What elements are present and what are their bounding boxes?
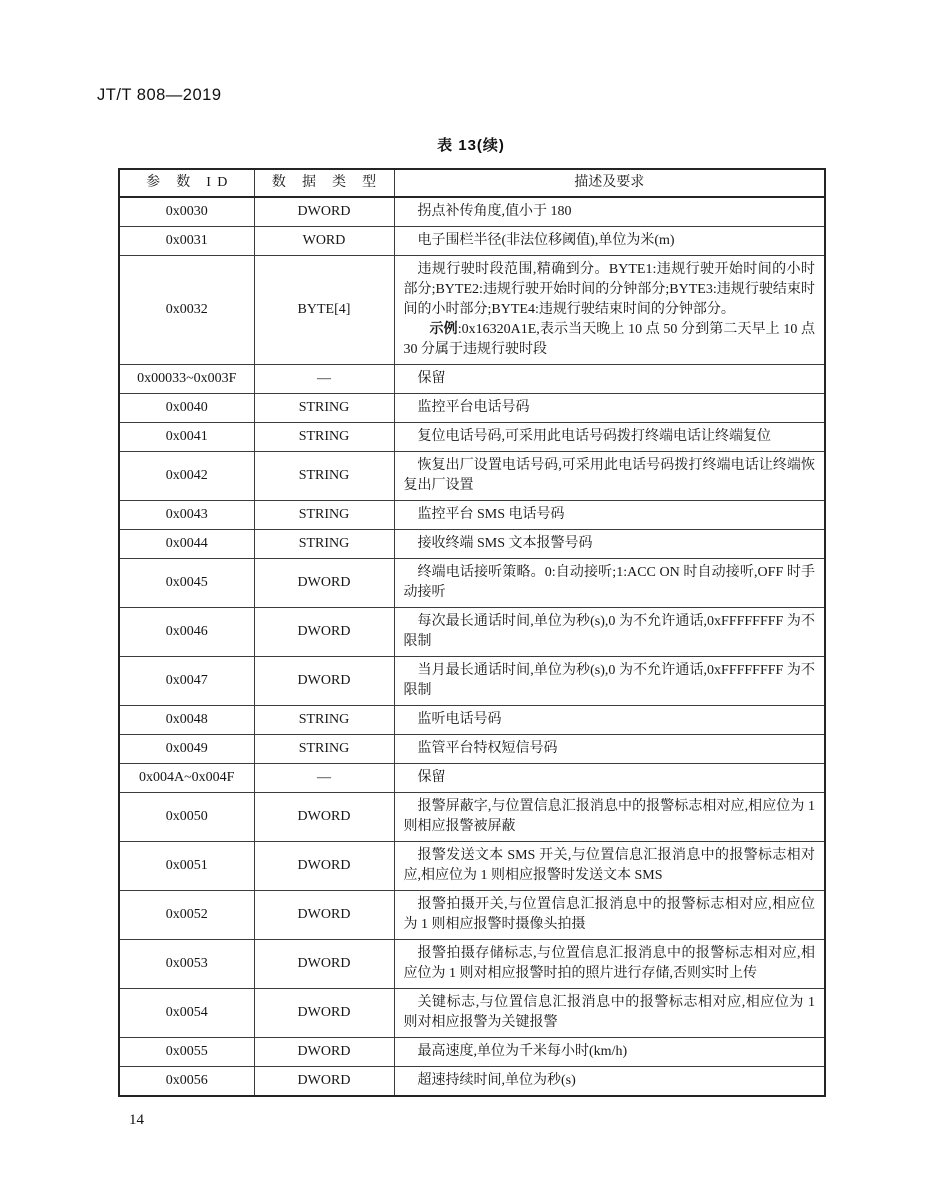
data-type-cell: — xyxy=(254,764,394,793)
param-id-cell: 0x0042 xyxy=(119,452,254,501)
description-example-paragraph xyxy=(404,320,816,360)
data-type-cell: DWORD xyxy=(254,197,394,227)
data-type-cell: DWORD xyxy=(254,989,394,1038)
param-id-cell: 0x0041 xyxy=(119,423,254,452)
description-cell xyxy=(394,706,825,735)
description-paragraph: 当月最长通话时间,单位为秒(s),0 为不允许通话,0xFFFFFFFF 为不限制 xyxy=(403,663,815,698)
param-id-cell: 0x00033~0x003F xyxy=(119,365,254,394)
table-row xyxy=(119,842,825,891)
param-id-cell: 0x0046 xyxy=(119,608,254,657)
table-row xyxy=(119,452,825,501)
description-paragraph: 报警拍摄开关,与位置信息汇报消息中的报警标志相对应,相应位为 1 则相应报警时摄像头拍摄 xyxy=(403,897,815,932)
description-paragraph: 电子围栏半径(非法位移阈值),单位为米(m) xyxy=(417,233,675,248)
data-type-cell: DWORD xyxy=(254,940,394,989)
description-paragraph: 恢复出厂设置电话号码,可采用此电话号码拨打终端电话让终端恢复出厂设置 xyxy=(403,458,815,493)
description-cell xyxy=(394,394,825,423)
table-caption: 表 13(续) xyxy=(437,137,505,154)
content-area xyxy=(118,134,824,1129)
description-cell xyxy=(394,1067,825,1097)
param-id-cell: 0x0055 xyxy=(119,1038,254,1067)
description-cell xyxy=(394,452,825,501)
data-type-cell: WORD xyxy=(254,227,394,256)
table-row xyxy=(119,1067,825,1097)
table-row xyxy=(119,394,825,423)
data-type-cell: DWORD xyxy=(254,608,394,657)
table-header xyxy=(119,169,825,197)
description-cell xyxy=(394,256,825,365)
param-id-cell: 0x0048 xyxy=(119,706,254,735)
description-cell xyxy=(394,501,825,530)
table-row xyxy=(119,501,825,530)
data-type-cell: DWORD xyxy=(254,842,394,891)
description-cell xyxy=(394,423,825,452)
table-row xyxy=(119,735,825,764)
data-type-cell: STRING xyxy=(254,394,394,423)
description-paragraph: 保留 xyxy=(417,770,446,785)
example-label: 示例 xyxy=(429,322,458,337)
description-cell xyxy=(394,1038,825,1067)
description-cell xyxy=(394,989,825,1038)
param-id-cell: 0x0056 xyxy=(119,1067,254,1097)
parameter-table xyxy=(118,168,826,1097)
page-number: 14 xyxy=(129,1112,144,1128)
example-text: :0x16320A1E,表示当天晚上 10 点 50 分到第二天早上 10 点 30 分属于违规行驶时段 xyxy=(403,322,815,357)
param-id-cell: 0x004A~0x004F xyxy=(119,764,254,793)
data-type-cell: STRING xyxy=(254,501,394,530)
description-paragraph: 监管平台特权短信号码 xyxy=(417,741,558,756)
description-cell xyxy=(394,365,825,394)
param-id-cell: 0x0031 xyxy=(119,227,254,256)
description-cell xyxy=(394,227,825,256)
table-row xyxy=(119,227,825,256)
column-header-param-id: 参 数 ID xyxy=(119,169,254,197)
table-row xyxy=(119,989,825,1038)
data-type-cell: DWORD xyxy=(254,793,394,842)
param-id-cell: 0x0049 xyxy=(119,735,254,764)
table-body xyxy=(119,197,825,1096)
table-row xyxy=(119,793,825,842)
param-id-cell: 0x0032 xyxy=(119,256,254,365)
param-id-cell: 0x0051 xyxy=(119,842,254,891)
description-paragraph: 监控平台 SMS 电话号码 xyxy=(417,507,565,522)
table-row xyxy=(119,423,825,452)
description-paragraph: 违规行驶时段范围,精确到分。BYTE1:违规行驶开始时间的小时部分;BYTE2:违规行驶开始时间的分钟部分;BYTE3:违规行驶结束时间的小时部分;BYTE4:违规行驶结束时间的分钟部分。 xyxy=(403,262,815,317)
data-type-cell: BYTE[4] xyxy=(254,256,394,365)
description-cell xyxy=(394,530,825,559)
param-id-cell: 0x0053 xyxy=(119,940,254,989)
data-type-cell: DWORD xyxy=(254,891,394,940)
description-paragraph: 终端电话接听策略。0:自动接听;1:ACC ON 时自动接听,OFF 时手动接听 xyxy=(403,565,815,600)
description-paragraph: 报警拍摄存储标志,与位置信息汇报消息中的报警标志相对应,相应位为 1 则对相应报警时拍的照片进行存储,否则实时上传 xyxy=(403,946,815,981)
column-header-description: 描述及要求 xyxy=(394,169,825,197)
description-cell xyxy=(394,657,825,706)
data-type-cell: DWORD xyxy=(254,1038,394,1067)
table-row xyxy=(119,197,825,227)
param-id-cell: 0x0043 xyxy=(119,501,254,530)
description-paragraph: 报警发送文本 SMS 开关,与位置信息汇报消息中的报警标志相对应,相应位为 1 则相应报警时发送文本 SMS xyxy=(403,848,815,883)
description-paragraph: 监听电话号码 xyxy=(417,712,502,727)
table-row xyxy=(119,365,825,394)
table-row xyxy=(119,940,825,989)
table-row xyxy=(119,657,825,706)
param-id-cell: 0x0040 xyxy=(119,394,254,423)
table-row xyxy=(119,891,825,940)
column-header-data-type: 数 据 类 型 xyxy=(254,169,394,197)
description-paragraph: 接收终端 SMS 文本报警号码 xyxy=(417,536,593,551)
description-cell xyxy=(394,891,825,940)
description-cell xyxy=(394,735,825,764)
param-id-cell: 0x0045 xyxy=(119,559,254,608)
table-row xyxy=(119,764,825,793)
data-type-cell: DWORD xyxy=(254,559,394,608)
description-cell xyxy=(394,608,825,657)
description-paragraph: 关键标志,与位置信息汇报消息中的报警标志相对应,相应位为 1 则对相应报警为关键报警 xyxy=(403,995,815,1030)
description-paragraph: 拐点补传角度,值小于 180 xyxy=(417,204,572,219)
table-row xyxy=(119,608,825,657)
param-id-cell: 0x0044 xyxy=(119,530,254,559)
description-cell xyxy=(394,559,825,608)
data-type-cell: STRING xyxy=(254,423,394,452)
param-id-cell: 0x0054 xyxy=(119,989,254,1038)
description-paragraph: 超速持续时间,单位为秒(s) xyxy=(417,1073,576,1088)
data-type-cell: — xyxy=(254,365,394,394)
data-type-cell: STRING xyxy=(254,735,394,764)
table-row xyxy=(119,559,825,608)
data-type-cell: DWORD xyxy=(254,657,394,706)
data-type-cell: DWORD xyxy=(254,1067,394,1097)
param-id-cell: 0x0052 xyxy=(119,891,254,940)
param-id-cell: 0x0030 xyxy=(119,197,254,227)
data-type-cell: STRING xyxy=(254,452,394,501)
param-id-cell: 0x0047 xyxy=(119,657,254,706)
table-row xyxy=(119,1038,825,1067)
description-cell xyxy=(394,842,825,891)
description-cell xyxy=(394,197,825,227)
description-paragraph: 复位电话号码,可采用此电话号码拨打终端电话让终端复位 xyxy=(417,429,771,444)
data-type-cell: STRING xyxy=(254,706,394,735)
table-row xyxy=(119,706,825,735)
description-paragraph: 监控平台电话号码 xyxy=(417,400,530,415)
table-row xyxy=(119,256,825,365)
description-paragraph: 报警屏蔽字,与位置信息汇报消息中的报警标志相对应,相应位为 1 则相应报警被屏蔽 xyxy=(403,799,815,834)
description-cell xyxy=(394,764,825,793)
document-standard-code: JT/T 808—2019 xyxy=(97,86,222,104)
table-row xyxy=(119,530,825,559)
param-id-cell: 0x0050 xyxy=(119,793,254,842)
description-cell xyxy=(394,793,825,842)
data-type-cell: STRING xyxy=(254,530,394,559)
header-row xyxy=(119,169,825,197)
description-paragraph: 最高速度,单位为千米每小时(km/h) xyxy=(417,1044,628,1059)
description-cell xyxy=(394,940,825,989)
description-paragraph: 保留 xyxy=(417,371,446,386)
description-paragraph: 每次最长通话时间,单位为秒(s),0 为不允许通话,0xFFFFFFFF 为不限制 xyxy=(403,614,815,649)
